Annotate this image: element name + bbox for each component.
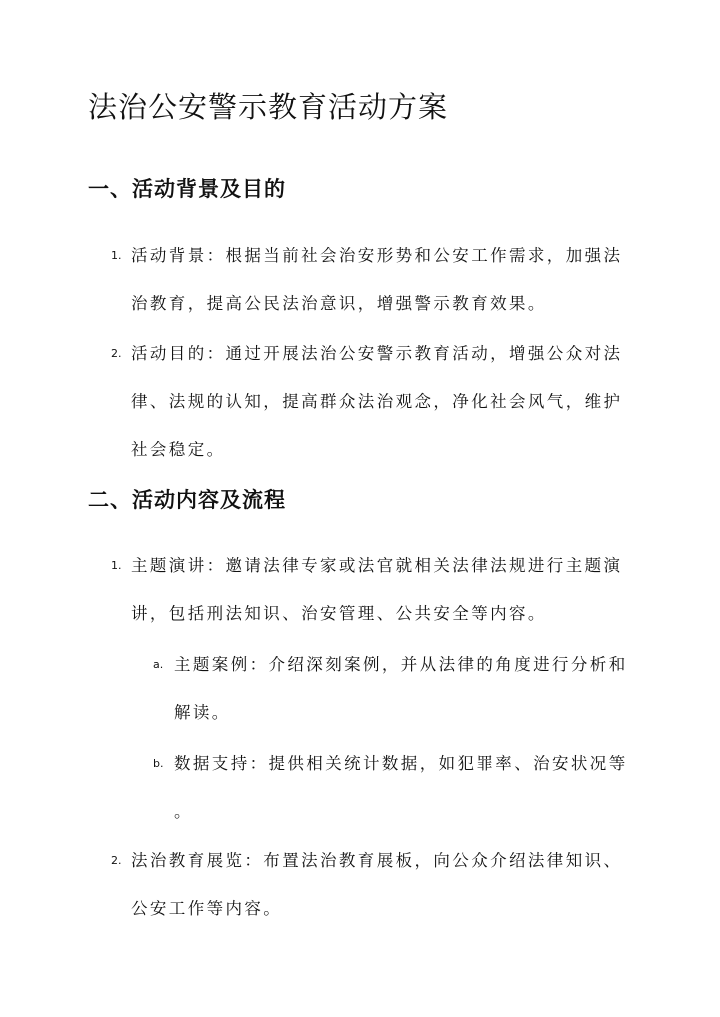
list-item-number: 1. <box>111 249 122 262</box>
text-line: 。 <box>174 802 193 821</box>
list-item-number: 2. <box>111 854 122 867</box>
sub-list-item-letter: a. <box>153 658 164 671</box>
text-line: 公安工作等内容。 <box>131 899 283 918</box>
text-line: 律、法规的认知，提高群众法治观念，净化社会风气，维护 <box>131 392 623 411</box>
text-line: 活动背景：根据当前社会治安形势和公安工作需求，加强法 <box>131 246 623 265</box>
list-item-text <box>131 232 622 328</box>
list-item-text <box>131 542 622 638</box>
text-line: 社会稳定。 <box>131 440 226 459</box>
text-line: 法治教育展览：布置法治教育展板，向公众介绍法律知识、 <box>131 851 623 870</box>
text-line: 数据支持：提供相关统计数据，如犯罪率、治安状况等 <box>174 754 628 773</box>
text-line: 治教育，提高公民法治意识，增强警示教育效果。 <box>131 294 547 313</box>
list-item-number: 1. <box>111 559 122 572</box>
section-heading-content: 二、活动内容及流程 <box>88 487 286 512</box>
sub-list-item-letter: b. <box>153 757 164 770</box>
document-title: 法治公安警示教育活动方案 <box>88 90 449 124</box>
list-item-text <box>131 330 622 474</box>
text-line: 主题演讲：邀请法律专家或法官就相关法律法规进行主题演 <box>131 556 623 575</box>
text-line: 讲，包括刑法知识、治安管理、公共安全等内容。 <box>131 604 547 623</box>
list-item-text <box>131 837 622 933</box>
text-line: 活动目的：通过开展法治公安警示教育活动，增强公众对法 <box>131 344 623 363</box>
text-line: 主题案例：介绍深刻案例，并从法律的角度进行分析和 <box>174 655 628 674</box>
text-line: 解读。 <box>174 703 231 722</box>
sub-list-item-text <box>174 740 628 836</box>
list-item-number: 2. <box>111 347 122 360</box>
sub-list-item-text <box>174 641 628 737</box>
section-heading-background: 一、活动背景及目的 <box>88 176 286 201</box>
